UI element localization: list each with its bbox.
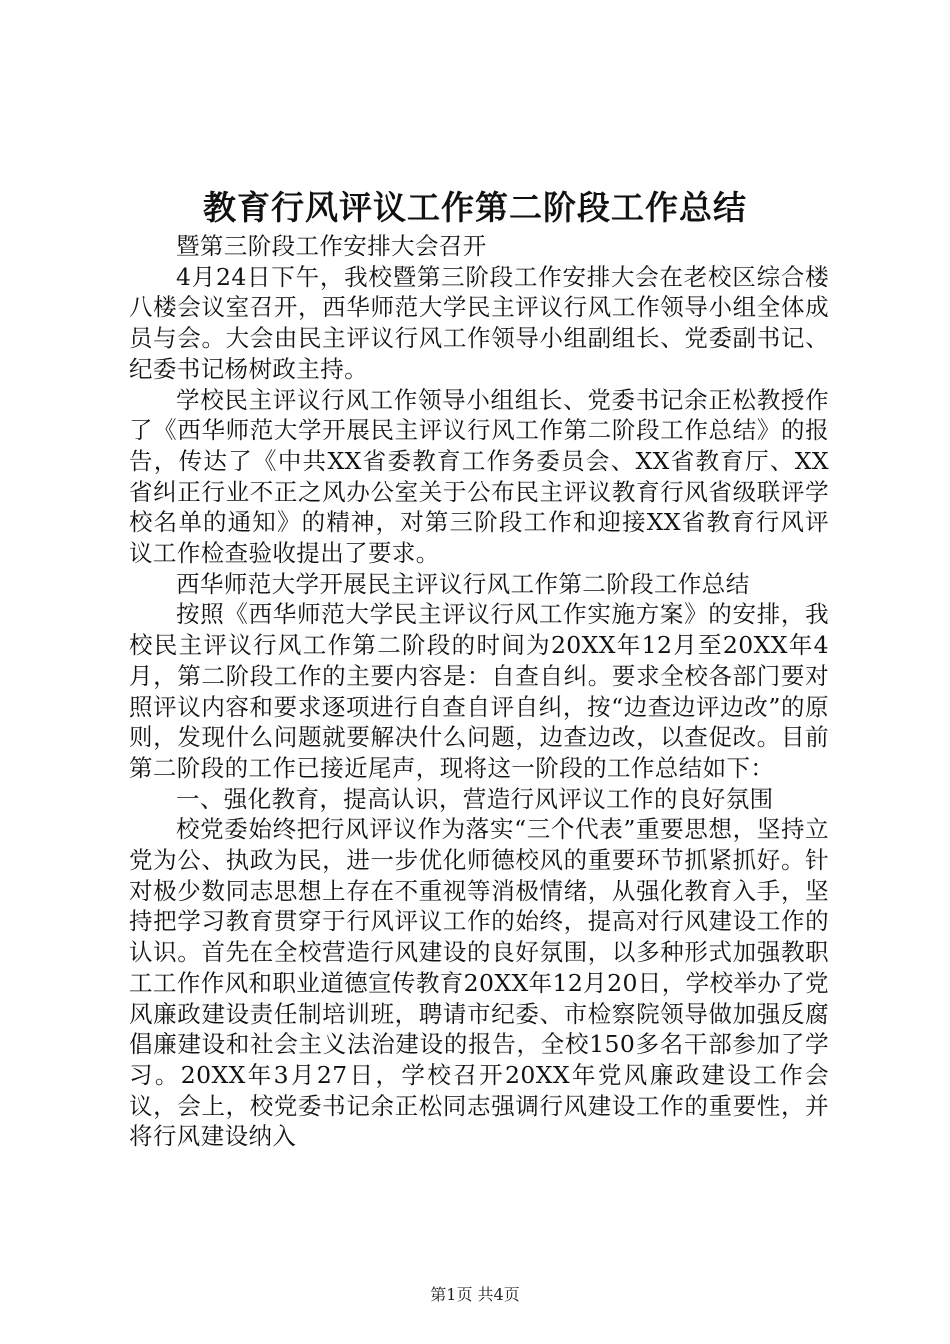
paragraph-report: 学校民主评议行风工作领导小组组长、党委书记余正松教授作了《西华师范大学开展民主评议行风工作第二阶段工作总结》的报告，传达了《中共XX省委教育工作务委员会、XX省教育厅、XX省纠正行业不正之风办公室关于公布民主评议教育行风省级联评学校名单的通知》的精神，对第三阶段工作和迎接XX省教育行风评议工作检查验收提出了要求。 <box>129 385 829 568</box>
paragraph-subtitle: 暨第三阶段工作安排大会召开 <box>176 232 487 260</box>
document-title: 教育行风评议工作第二阶段工作总结 <box>203 188 747 227</box>
paragraph-arrangement: 按照《西华师范大学民主评议行风工作实施方案》的安排，我校民主评议行风工作第二阶段的时间为20XX年12月至20XX年4月，第二阶段工作的主要内容是：自查自纠。要求全校各部门要对照评议内容和要求逐项进行自查自评自纠，按“边查边评边改”的原则，发现什么问题就要解决什么问题，边查边改，以查促改。目前第二阶段的工作已接近尾声，现将这一阶段的工作总结如下： <box>129 600 829 782</box>
paragraph-meeting: 4月24日下午，我校暨第三阶段工作安排大会在老校区综合楼八楼会议室召开，西华师范大学民主评议行风工作领导小组全体成员与会。大会由民主评议行风工作领导小组副组长、党委副书记、纪委书记杨树政主持。 <box>129 262 829 383</box>
document-body <box>129 231 829 1152</box>
section-heading-1: 一、强化教育，提高认识，营造行风评议工作的良好氛围 <box>176 784 774 813</box>
paragraph-summary-heading: 西华师范大学开展民主评议行风工作第二阶段工作总结 <box>176 569 750 598</box>
paragraph-education: 校党委始终把行风评议作为落实“三个代表”重要思想，坚持立党为公、执政为民，进一步优化师德校风的重要环节抓紧抓好。针对极少数同志思想上存在不重视等消极情绪，从强化教育入手，坚持把学习教育贯穿于行风评议工作的始终，提高对行风建设工作的认识。首先在全校营造行风建设的良好氛围，以多种形式加强教职工工作作风和职业道德宣传教育20XX年12月20日，学校举办了党风廉政建设责任制培训班，聘请市纪委、市检察院领导做加强反腐倡廉建设和社会主义法治建设的报告，全校150多名干部参加了学习。20XX年3月27日，学校召开20XX年党风廉政建设工作会议，会上，校党委书记余正松同志强调行风建设工作的重要性，并将行风建设纳入 <box>129 815 829 1151</box>
page-number-footer: 第1页 共4页 <box>430 1285 520 1304</box>
